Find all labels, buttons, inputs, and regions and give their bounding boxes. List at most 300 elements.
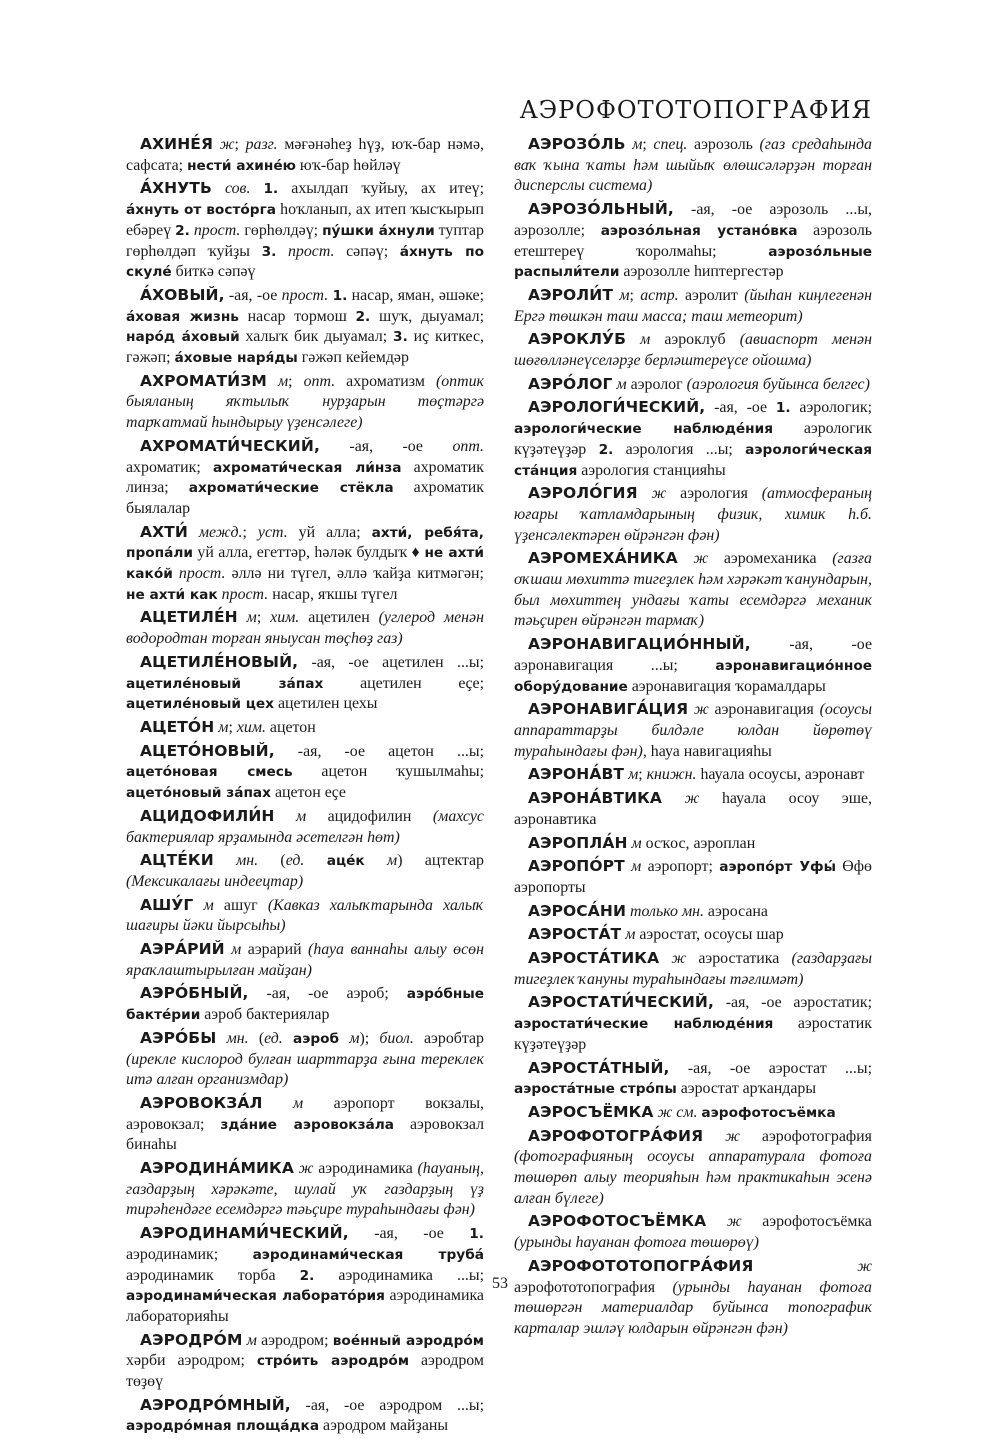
entry-text: ацетон ҡушылмаһы; [292, 763, 484, 781]
entry-text: ахроматизм [335, 372, 436, 390]
entry-text: ацетилен [299, 609, 379, 627]
entry-text: аэрозоль етештереү ҡоролмаһы; [514, 221, 873, 260]
bold-phrase: не ахти́ как [126, 586, 218, 603]
grammar-label: ж [693, 550, 709, 568]
entry-text [678, 550, 694, 567]
entry-text: ; [638, 766, 647, 784]
entry-text: насар тормош [238, 307, 356, 325]
bold-phrase: а́хнуть от восто́рга [126, 202, 276, 219]
grammar-label: ж [857, 1257, 872, 1275]
headword: АЭРОВОКЗА́Л [140, 1093, 263, 1112]
definition-note: (һауа ваннаһы алыу өсөн яраҡлаштырылған майҙан) [126, 941, 484, 979]
entry-text: ацидофилин [306, 807, 433, 825]
dictionary-entry [514, 374, 872, 396]
dictionary-entry [126, 285, 484, 369]
right-column [514, 134, 872, 1342]
headword: АЭРОСТА́ТИКА [528, 949, 660, 968]
bold-phrase: аэро́бные бакте́рии [126, 986, 484, 1024]
entry-text: -ая, -ое [224, 286, 282, 304]
headword: АЭРОНА́ВТИКА [528, 789, 663, 808]
entry-text: аэрология ...ы; [613, 440, 746, 458]
entry-text: аэрозоль [687, 136, 760, 153]
entry-text: ; [642, 136, 654, 153]
bold-phrase: аэрозо́льная устано́вка [600, 222, 798, 239]
bold-phrase: вое́нный аэродро́м [332, 1332, 484, 1349]
grammar-label: м [277, 372, 289, 390]
entry-text: уй алла; [287, 523, 372, 541]
entry-text: ) ацтектар [397, 852, 485, 870]
dictionary-entry [514, 199, 872, 283]
grammar-label: м [203, 896, 214, 914]
entry-text [638, 485, 652, 502]
grammar-label: биол. [379, 1029, 414, 1047]
grammar-label: м [349, 1029, 360, 1047]
dictionary-entry [514, 901, 872, 923]
entry-text [212, 180, 225, 197]
headword: АЦЕТО́Н [140, 717, 215, 736]
entry-text: ; [234, 136, 246, 153]
entry-text: аэрология [666, 485, 762, 503]
bold-phrase: ацето́новый за́пах [126, 785, 271, 802]
dictionary-entry [126, 436, 484, 520]
bold-phrase: ахромати́ческие стёкла [188, 480, 394, 497]
grammar-label: ж [298, 1160, 314, 1178]
definition-note: (ирекле кислород булған шарттарҙа ғына тереклек итә алған организмдар) [126, 1050, 484, 1089]
entry-text: уй алла, егеттәр, һәләк булдыҡ ♦ [192, 544, 425, 562]
dictionary-entry [126, 134, 484, 176]
grammar-label: уст. [257, 523, 288, 541]
headword: А́ХОВЫЙ, [140, 285, 225, 304]
dictionary-entry [514, 833, 872, 855]
headword: АЭРОПЛА́Н [528, 833, 628, 852]
entry-text: насар, яҡшы түгел [268, 585, 398, 603]
entry-text [304, 852, 326, 869]
headword: АЦТЕ́КИ [140, 851, 214, 870]
entry-text: аэрарий [241, 941, 309, 959]
headword: АХТИ́ [140, 522, 188, 541]
bold-phrase: аэродинами́ческая труба́ [252, 1246, 484, 1263]
dictionary-entry [126, 717, 484, 739]
entry-text: аэролит [678, 286, 745, 304]
grammar-label: ж [726, 1213, 742, 1231]
grammar-label: хим. [270, 609, 300, 627]
running-head: АЭРОФОТОТОПОГРАФИЯ [519, 96, 872, 124]
dictionary-entry [126, 806, 484, 848]
entry-text: аэродинамика ...ы; [314, 1266, 484, 1284]
definition-note: (һауаның, газдарҙың хәрәкәте, шулай уҡ газдарҙың үҙ тирәһендәге есемдәргә тәьҫире тураһындағы фән) [126, 1160, 484, 1219]
entry-text: аэрофотография [739, 1127, 872, 1145]
grammar-label: м [292, 1094, 304, 1112]
dictionary-entry [514, 329, 872, 371]
bold-phrase: пу́шки а́хнули [322, 222, 435, 239]
entry-text [706, 1213, 727, 1230]
definition-note: (урынды һауанан фотоға төшөргән материалдар буйынса топографик карталар эшләү юлдарын өйрәнгән фән) [514, 1278, 872, 1337]
grammar-label: мн. [236, 852, 259, 870]
bold-phrase: аэрологи́ческая ста́нция [514, 441, 873, 479]
entry-text: ); [359, 1029, 380, 1047]
dictionary-entry [514, 1058, 872, 1100]
entry-text: халыҡ бик дыуамал; [239, 328, 394, 346]
entry-text: аэрологик күҙәтеүҙәр [514, 420, 872, 458]
entry-text: аэровокзал бинаһы [126, 1115, 484, 1154]
dictionary-entry [126, 1028, 484, 1091]
entry-text: ацетилен еҫе; [323, 674, 484, 692]
dictionary-entry [126, 1395, 484, 1437]
entry-text: ахылдап ҡуйыу, ах итеү; [278, 180, 484, 198]
definition-note: (газға оҡшаш мөхиттә тигеҙлек һәм хәрәкәт ҡанундарын, был мөхиттең ундағы ҡаты есемдәргә механик тәьҫирен өйрәнгән тармаҡ) [514, 550, 872, 630]
entry-text: аэрологик; [790, 399, 873, 417]
entry-text [365, 852, 387, 869]
grammar-label: ж [684, 790, 700, 808]
entry-text: биткә сәпәү [171, 263, 256, 281]
definition-note: (Кавказ халыҡтарында халыҡ шағиры йәки йырсыһы) [126, 896, 484, 935]
headword: АЦЕТИЛЕ́НОВЫЙ, [140, 652, 299, 671]
headword: АХИНЕ́Я [140, 135, 214, 153]
dictionary-entry [126, 850, 484, 892]
bold-phrase: стро́ить аэродро́м [256, 1353, 410, 1370]
entry-text [283, 1030, 293, 1047]
dictionary-entry [126, 983, 484, 1025]
entry-text: һауала осоу эше, аэронавтика [514, 790, 872, 828]
definition-note: (фотографияның осоусы аппаратурала фотоға төшөрөп алыу теорияһын һәм практикаһын эсенә алған бүлеге) [514, 1148, 872, 1207]
grammar-label: хим. [236, 718, 266, 736]
headword: АЭРОСЪЁМКА [528, 1102, 654, 1121]
headword: АЭРОСТА́ТНЫЙ, [528, 1058, 670, 1077]
dictionary-entry [514, 1102, 872, 1124]
headword: АЭРОЛО́ГИЯ [528, 484, 638, 503]
entry-text: ашуг [213, 896, 268, 914]
entry-text [267, 373, 278, 390]
grammar-label: спец. [653, 136, 688, 153]
definition-note: (махсус бактериялар ярҙамында әсетелгән һөт) [126, 807, 484, 846]
grammar-label: м [246, 1331, 257, 1349]
dictionary-entry [514, 285, 872, 327]
bold-phrase: не ахти́ како́й [126, 545, 484, 583]
grammar-label: прост. [221, 585, 269, 603]
headword: АЭРОФОТОГРА́ФИЯ [528, 1126, 704, 1145]
bold-phrase: нести́ ахине́ю [187, 157, 296, 174]
entry-text: аэроклуб [650, 331, 740, 349]
entry-text: аэронавигация [708, 701, 820, 719]
entry-text: һауала осоусы, аэронавт [696, 766, 865, 784]
entry-text: ацетон [265, 718, 316, 736]
headword: АЭРОДРО́М [140, 1330, 243, 1349]
entry-text: хәрби аэродром; [126, 1352, 257, 1370]
entry-text: аэростатика [686, 950, 792, 968]
grammar-label: м [218, 718, 229, 736]
entry-text: ахроматик линза; [126, 458, 484, 497]
bold-phrase: а́хнуть по скуле́ [126, 243, 485, 281]
grammar-label: ж [671, 950, 687, 968]
dictionary-entry [126, 178, 484, 283]
headword: А́ХНУТЬ [140, 179, 212, 198]
entry-text: осҡос, аэроплан [641, 834, 756, 852]
grammar-label: ж [651, 485, 667, 503]
entry-text [275, 808, 296, 825]
definition-note: (оптик быяланың яҡтылыҡ нурҙарын төҫтәргә тарҡатмай һындырыу үҙенсәлеге) [126, 372, 484, 432]
entry-text: туптар гөрһөлдәп ҡуйҙы [126, 221, 484, 260]
entry-text [339, 1030, 349, 1047]
entry-text: мәғәнәһеҙ һүҙ, юҡ-бар нәмә, сафсата; [126, 136, 484, 174]
grammar-label: м [387, 852, 398, 870]
dictionary-entry [514, 397, 872, 481]
entry-text: ( [258, 852, 286, 870]
dictionary-entry [514, 634, 872, 697]
headword: АХРОМАТИ́ЗМ [140, 371, 267, 390]
grammar-label: книжн. [646, 766, 697, 784]
bold-phrase: ацетиле́новый цех [126, 696, 275, 713]
entry-text: иҫ киткес, гәжәп; [126, 328, 484, 367]
grammar-label: ж см. [657, 1103, 698, 1121]
bold-phrase: 2. [598, 441, 614, 458]
grammar-label: только мн. [630, 902, 704, 920]
entry-text: юҡ-бар һөйләү [295, 156, 401, 174]
definition-note: (Мексикалағы индеецтар) [126, 872, 304, 890]
headword: АЭРОКЛУ́Б [528, 330, 627, 349]
entry-text: Өфө аэропорты [514, 858, 872, 896]
entry-text: ; [288, 372, 304, 390]
bold-phrase: 3. [261, 243, 277, 260]
grammar-label: прост. [178, 565, 226, 583]
dictionary-entry [514, 134, 872, 197]
entry-text: шуҡ, дыуамал; [370, 307, 484, 325]
bold-phrase: ахромати́ческая ли́нза [212, 459, 402, 476]
entry-text: аэродром; [256, 1331, 333, 1349]
bold-phrase: аэроста́тные стро́пы [514, 1081, 677, 1098]
grammar-label: прост. [193, 221, 241, 239]
headword: АЭРА́РИЙ [140, 940, 225, 959]
entry-text: -ая, -ое [705, 399, 776, 417]
entry-text: гәжәп кейемдәр [297, 349, 409, 367]
entry-text: ; [242, 523, 258, 541]
grammar-label: опт. [303, 372, 336, 390]
dictionary-entry [126, 607, 484, 649]
definition-note: (атмосфераның юғары ҡатламдарының физик, химик һ.б. үҙенсәлектәрен өйрәнгән фән) [514, 485, 872, 544]
bold-phrase: ацето́новая смесь [126, 764, 293, 781]
entry-text: аэродром төҙөү [126, 1352, 484, 1391]
headword: АЭРОЗО́ЛЬНЫЙ, [528, 200, 674, 219]
bold-phrase: зда́ние аэровокза́ла [220, 1116, 395, 1133]
entry-text: аэропорт вокзалы, аэровокзал; [126, 1094, 484, 1133]
dictionary-entry [514, 856, 872, 898]
entry-text [276, 243, 288, 260]
grammar-label: ед. [264, 1029, 283, 1047]
entry-text: -ая, -ое аэронавигация ...ы; [514, 636, 872, 674]
dictionary-entry [514, 788, 872, 830]
bold-phrase: 1. [775, 400, 791, 417]
entry-text: -ая, -ое аэрозоль ...ы, аэрозолле; [514, 201, 872, 239]
definition-note: (авиаспорт менән шөғөлләнеүселәрҙе берләштереүсе ойошма) [514, 331, 872, 370]
headword: АЭРОНА́ВТ [528, 765, 625, 784]
entry-text [662, 790, 685, 807]
grammar-label: м [616, 375, 627, 393]
bold-phrase: а́ховые наря́ды [174, 350, 298, 367]
entry-text: аэрозолле һиптергестәр [619, 263, 784, 281]
headword: АЭРО́ЛОГ [528, 374, 613, 393]
bold-phrase: 3. [393, 329, 408, 346]
grammar-label: опт. [452, 437, 484, 455]
grammar-label: м [231, 941, 242, 959]
dictionary-entry [514, 483, 872, 546]
bold-phrase: ахти́, ребя́та, пропа́ли [126, 524, 484, 562]
headword: АЦЕТИЛЕ́Н [140, 608, 238, 627]
bold-phrase: аэродро́мная площа́дка [126, 1418, 320, 1435]
entry-text: аэродинамика [313, 1160, 418, 1178]
bold-phrase: аэростати́ческие наблюде́ния [514, 1016, 774, 1033]
headword: АЭРОСТАТИ́ЧЕСКИЙ, [528, 993, 714, 1012]
entry-text: аэростатик күҙәтеүҙәр [514, 1015, 873, 1053]
entry-text: ; [629, 286, 641, 304]
grammar-label: ж [219, 136, 235, 153]
bold-phrase: 1. [263, 181, 279, 198]
dictionary-entry [126, 741, 484, 804]
entry-text: -ая, -ое [348, 1225, 470, 1243]
entry-text: ацетилен цехы [274, 695, 378, 713]
definition-note: (газдарҙағы тигеҙлек ҡануны тураһындағы тәғлимәт) [514, 950, 872, 988]
dictionary-entry [126, 652, 484, 715]
grammar-label: м [631, 858, 642, 876]
bold-phrase: аэронавигацио́нное обору́дование [514, 657, 872, 695]
entry-text [214, 852, 236, 869]
dictionary-entry [514, 548, 872, 632]
dictionary-entry [514, 1126, 872, 1210]
entry-text: һоҡланып, ах итеп ҡысҡырып ебәреү [126, 201, 484, 239]
entry-text: гөрһөлдәү; [240, 221, 323, 239]
bold-phrase: аэродинами́ческая лаборато́рия [126, 1288, 385, 1305]
grammar-label: прост. [281, 286, 329, 304]
headword: АЭРОДИНАМИ́ЧЕСКИЙ, [140, 1224, 349, 1243]
grammar-label: прост. [287, 242, 335, 260]
bold-phrase: 1. [332, 287, 348, 304]
entry-text: аэростат, осоусы шар [635, 926, 784, 944]
entry-text: -ая, -ое аэроб; [248, 985, 407, 1003]
headword: АШУ́Г [140, 895, 194, 914]
dictionary-entry [126, 1158, 484, 1221]
entry-text: аэромеханика [708, 550, 833, 568]
dictionary-entry [126, 522, 484, 606]
dictionary-entry [126, 371, 484, 434]
grammar-label: ед. [285, 852, 305, 870]
grammar-label: м [631, 834, 642, 852]
dictionary-entry [514, 992, 872, 1055]
grammar-label: м [295, 807, 307, 825]
dictionary-entry [514, 764, 872, 786]
grammar-label: м [246, 609, 257, 627]
dictionary-entry [126, 1330, 484, 1393]
bold-phrase: аэрозо́льные распыли́тели [514, 243, 872, 281]
entry-text: аэродинамик; [126, 1245, 253, 1263]
entry-text: аэростат арҡандары [676, 1080, 817, 1098]
bold-phrase: аэропо́рт Уфы́ [719, 859, 836, 876]
entry-text: аэрофотосъёмка [741, 1213, 872, 1231]
grammar-label: сов. [224, 180, 251, 198]
bold-phrase: аэрологи́ческие наблюде́ния [514, 421, 774, 438]
entry-text [188, 524, 199, 541]
grammar-label: ж [693, 701, 709, 719]
entry-text: -ая, -ое аэростатик; [714, 994, 872, 1012]
entry-text: ахроматик; [126, 458, 213, 476]
entry-text: -ая, -ое ацетилен ...ы; [298, 653, 484, 671]
entry-text [250, 180, 263, 197]
entry-text: аэросана [703, 902, 768, 920]
bold-phrase: ацетиле́новый за́пах [126, 675, 324, 692]
grammar-label: м [619, 286, 630, 304]
entry-text: әллә ни түгел, әллә ҡайҙа китмәгән; [225, 565, 484, 583]
entry-text: аэродром майҙаны [319, 1417, 449, 1435]
entry-text [238, 609, 247, 626]
bold-phrase: 1. [469, 1226, 484, 1243]
entry-text: ахроматик быялалар [126, 479, 484, 517]
entry-text: ( [248, 1029, 265, 1047]
entry-text: сәпәү; [334, 242, 400, 260]
entry-text: аэродинамика лабораторияһы [126, 1287, 484, 1325]
headword: АЭРОДРО́МНЫЙ, [140, 1395, 291, 1414]
headword: АЭРОФОТОСЪЁМКА [528, 1212, 707, 1231]
headword: АЭРОЛОГИ́ЧЕСКИЙ, [528, 398, 706, 417]
headword: АЭРОПО́РТ [528, 857, 625, 876]
entry-text: насар, яман, әшәке; [347, 286, 484, 304]
dictionary-entry [514, 1256, 872, 1340]
entry-text: аэроб бактериялар [200, 1006, 330, 1024]
entry-text: -ая, -ое аэродром ...ы; [290, 1396, 484, 1414]
definition-note: (осоусы аппараттарҙы билдәле юлдан йөрөтөү тураһындағы фән) [514, 701, 872, 760]
grammar-label: мн. [226, 1029, 249, 1047]
headword: АЭРОНАВИГАЦИО́ННЫЙ, [528, 635, 751, 654]
headword: АЭРОДИНА́МИКА [140, 1159, 294, 1178]
dictionary-entry [514, 924, 872, 946]
entry-text: аэролог [626, 375, 687, 393]
dictionary-entry [514, 699, 872, 762]
grammar-label: м [640, 331, 651, 349]
dictionary-entry [514, 948, 872, 990]
entry-text: ; [228, 718, 237, 736]
bold-phrase: 2. [355, 308, 371, 325]
bold-phrase: 2. [175, 222, 190, 239]
grammar-label: м [628, 766, 639, 784]
page-number: 53 [492, 1275, 508, 1292]
grammar-label: астр. [640, 286, 679, 304]
headword: АЭРОМЕХА́НИКА [528, 549, 678, 568]
dictionary-entry [514, 1211, 872, 1253]
headword: АЭРОСТА́Т [528, 925, 622, 944]
definition-note: (урынды һауанан фотоға төшөрөү) [514, 1234, 759, 1252]
entry-text: аэрология станцияһы [577, 461, 726, 479]
grammar-label: м [625, 926, 636, 944]
dictionary-entry [126, 939, 484, 981]
bold-phrase: аэрофотосъёмка [701, 1104, 836, 1121]
entry-text: аэробтар [413, 1029, 484, 1047]
grammar-label: разг. [245, 136, 278, 153]
entry-text: аэропорт; [641, 858, 720, 876]
entry-text: , һауа навигацияһы [642, 742, 772, 760]
headword: АЭРОНАВИГА́ЦИЯ [528, 700, 689, 719]
entry-text [193, 897, 203, 914]
bold-phrase: 2. [299, 1267, 315, 1284]
entry-text [262, 1095, 293, 1112]
headword: АЭРОЛИ́Т [528, 285, 614, 304]
headword: АЦИДОФИЛИ́Н [140, 806, 275, 825]
entry-text: ; [256, 609, 271, 627]
bold-phrase: аце́к [326, 853, 365, 870]
entry-text [703, 1128, 725, 1145]
entry-text: аэронавигация ҡорамалдары [627, 677, 826, 695]
entry-text [213, 136, 220, 153]
headword: АЭРОЗО́ЛЬ [528, 135, 626, 153]
entry-text: -ая, -ое аэростат ...ы; [669, 1059, 872, 1077]
entry-text [753, 1258, 857, 1275]
headword: АЭРО́БНЫЙ, [140, 984, 249, 1003]
headword: АЭРО́БЫ [140, 1028, 217, 1047]
